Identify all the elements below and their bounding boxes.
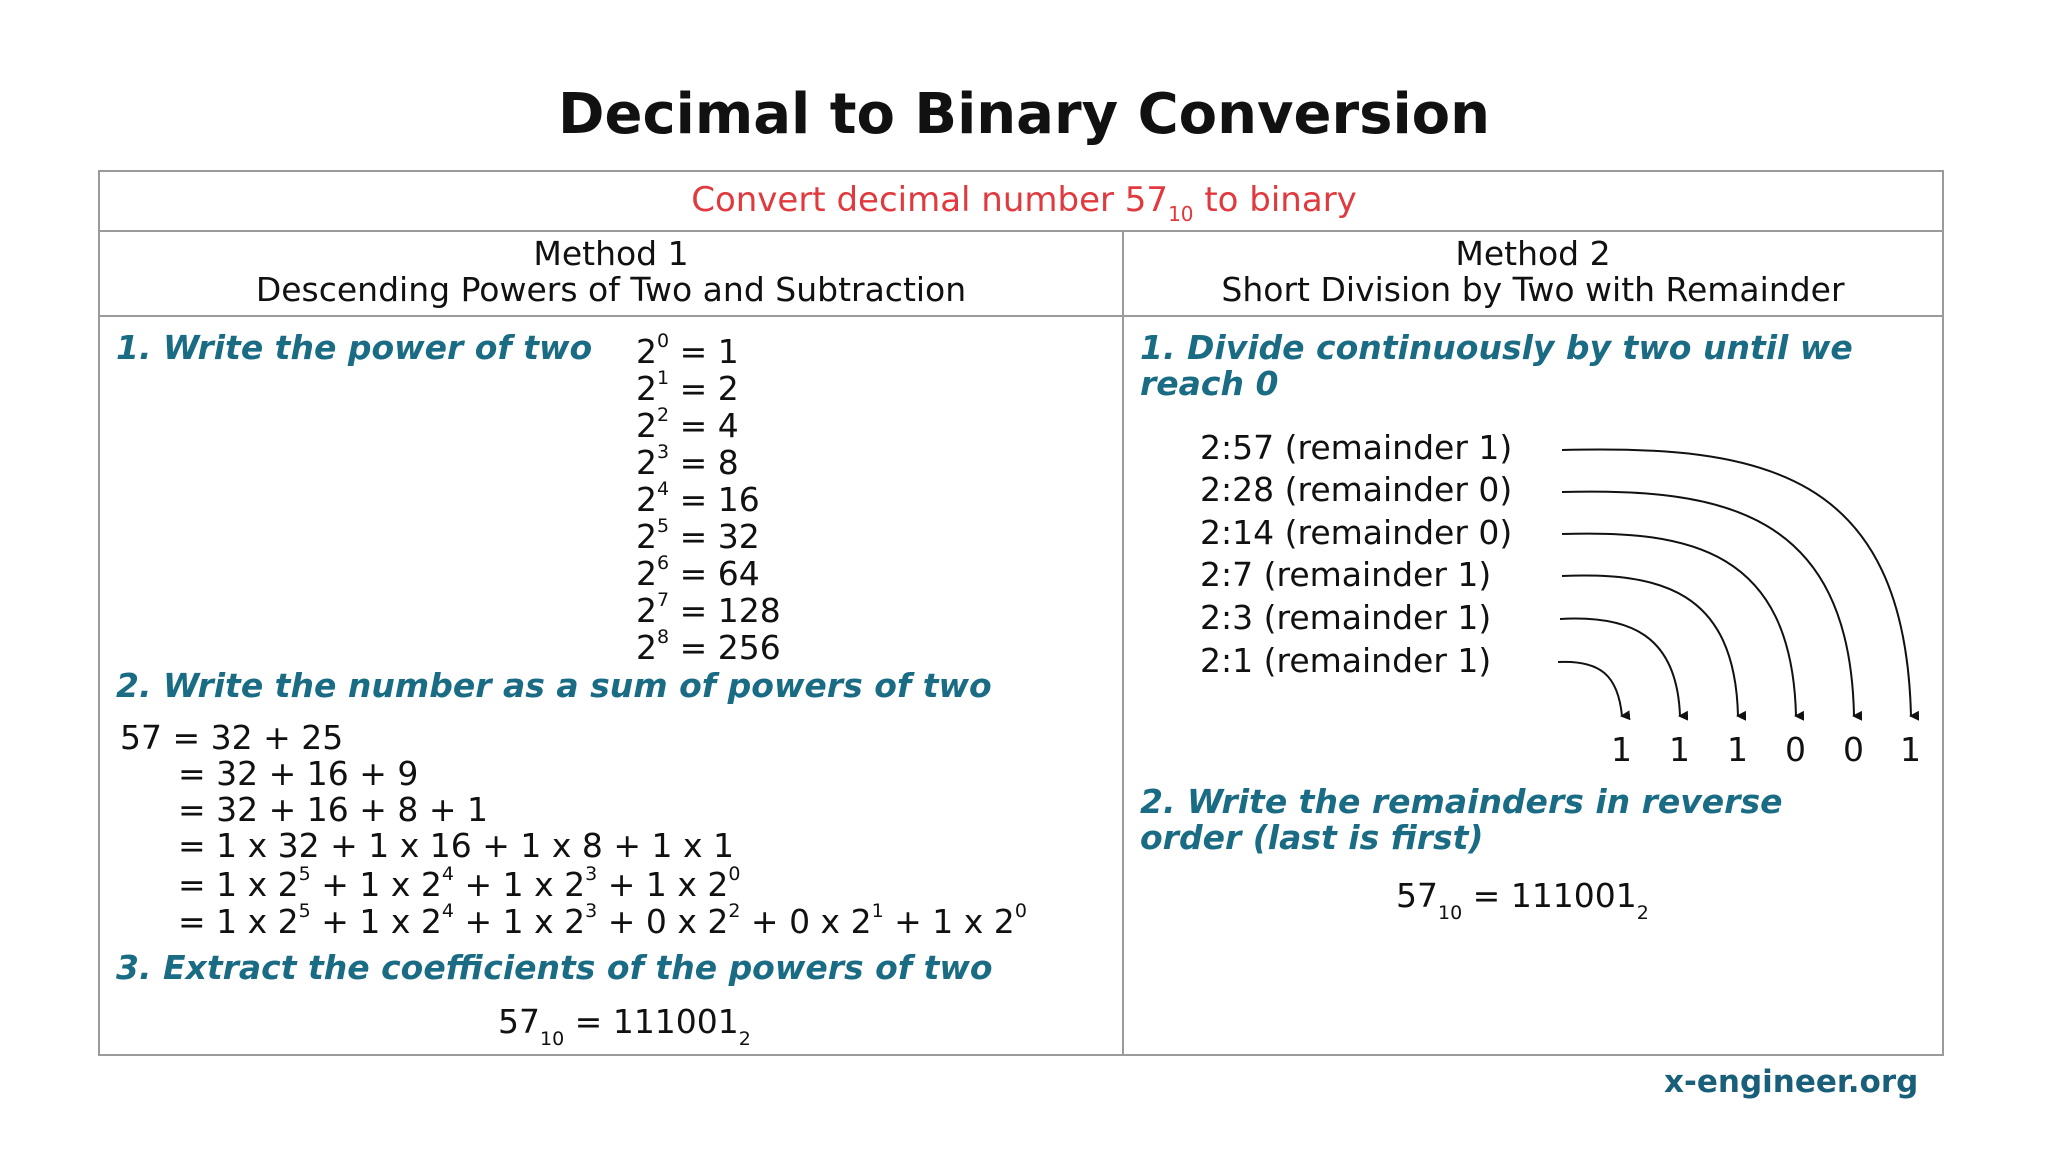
power-row: $2^5 = 32$ — [636, 515, 760, 556]
method2-title: Method 2 — [1455, 234, 1611, 273]
method2-step2: 2. Write the remainders in reverse order (last is first) — [1140, 782, 1783, 857]
division-row: 2:1 (remainder 1) — [1200, 641, 1492, 680]
arrow-line — [1562, 534, 1796, 716]
bit: 1 — [1727, 730, 1748, 769]
sum-line: = 32 + 16 + 9 — [178, 754, 419, 793]
bit: 0 — [1785, 730, 1806, 769]
bit: 0 — [1843, 730, 1864, 769]
power-row: $2^2 = 4$ — [636, 404, 739, 445]
division-row: 2:28 (remainder 0) — [1200, 470, 1513, 509]
division-row: 2:14 (remainder 0) — [1200, 513, 1513, 552]
bit: 1 — [1669, 730, 1690, 769]
method2-subtitle: Short Division by Two with Remainder — [1221, 270, 1845, 309]
arrow-line — [1558, 662, 1622, 716]
arrow-line — [1562, 576, 1738, 716]
division-row: 2:7 (remainder 1) — [1200, 555, 1492, 594]
problem-statement: Convert decimal number $57_{10}$ to binary — [691, 180, 1357, 226]
power-row: $2^7 = 128$ — [636, 589, 781, 630]
power-row: $2^3 = 8$ — [636, 441, 739, 482]
division-row: 2:3 (remainder 1) — [1200, 598, 1492, 637]
method1-step1: 1. Write the power of two — [116, 328, 593, 367]
sum-line: = 1 x 32 + 1 x 16 + 1 x 8 + 1 x 1 — [178, 826, 735, 865]
method2-step1: 1. Divide continuously by two until we reach 0 — [1140, 328, 1853, 403]
sum-line: 57 = 32 + 25 — [120, 718, 344, 757]
power-row: $2^1 = 2$ — [636, 367, 739, 408]
division-row: 2:57 (remainder 1) — [1200, 428, 1513, 467]
arrow-line — [1562, 492, 1854, 716]
power-row: $2^4 = 16$ — [636, 478, 760, 519]
method1-title: Method 1 — [533, 234, 689, 273]
sum-line: = 1 x $2^5 + 1$ x $2^4 + 1$ x $2^3 + 1$ x $2^0$ — [178, 863, 741, 904]
method1-result: $57_{10} = 111001_2$ — [498, 1002, 751, 1050]
site-brand: x-engineer.org — [1664, 1064, 1919, 1100]
method1-step2: 2. Write the number as a sum of powers of two — [116, 666, 992, 705]
sum-line: = 32 + 16 + 8 + 1 — [178, 790, 489, 829]
bit: 1 — [1900, 730, 1921, 769]
method2-result: $57_{10} = 111001_2$ — [1396, 876, 1649, 924]
power-row: $2^0 = 1$ — [636, 330, 739, 371]
arrow-line — [1562, 449, 1911, 716]
power-row: $2^8 = 256$ — [636, 626, 781, 667]
method1-subtitle: Descending Powers of Two and Subtraction — [255, 270, 967, 309]
page-title: Decimal to Binary Conversion — [558, 82, 1490, 147]
power-row: $2^6 = 64$ — [636, 552, 760, 593]
sum-line: = 1 x $2^5 + 1$ x $2^4 + 1$ x $2^3 + 0$ x $2^2 + 0$ x $2^1 + 1$ x $2^0$ — [178, 900, 1027, 941]
bit: 1 — [1611, 730, 1632, 769]
method1-step3: 3. Extract the coefficients of the powers of two — [116, 948, 993, 987]
